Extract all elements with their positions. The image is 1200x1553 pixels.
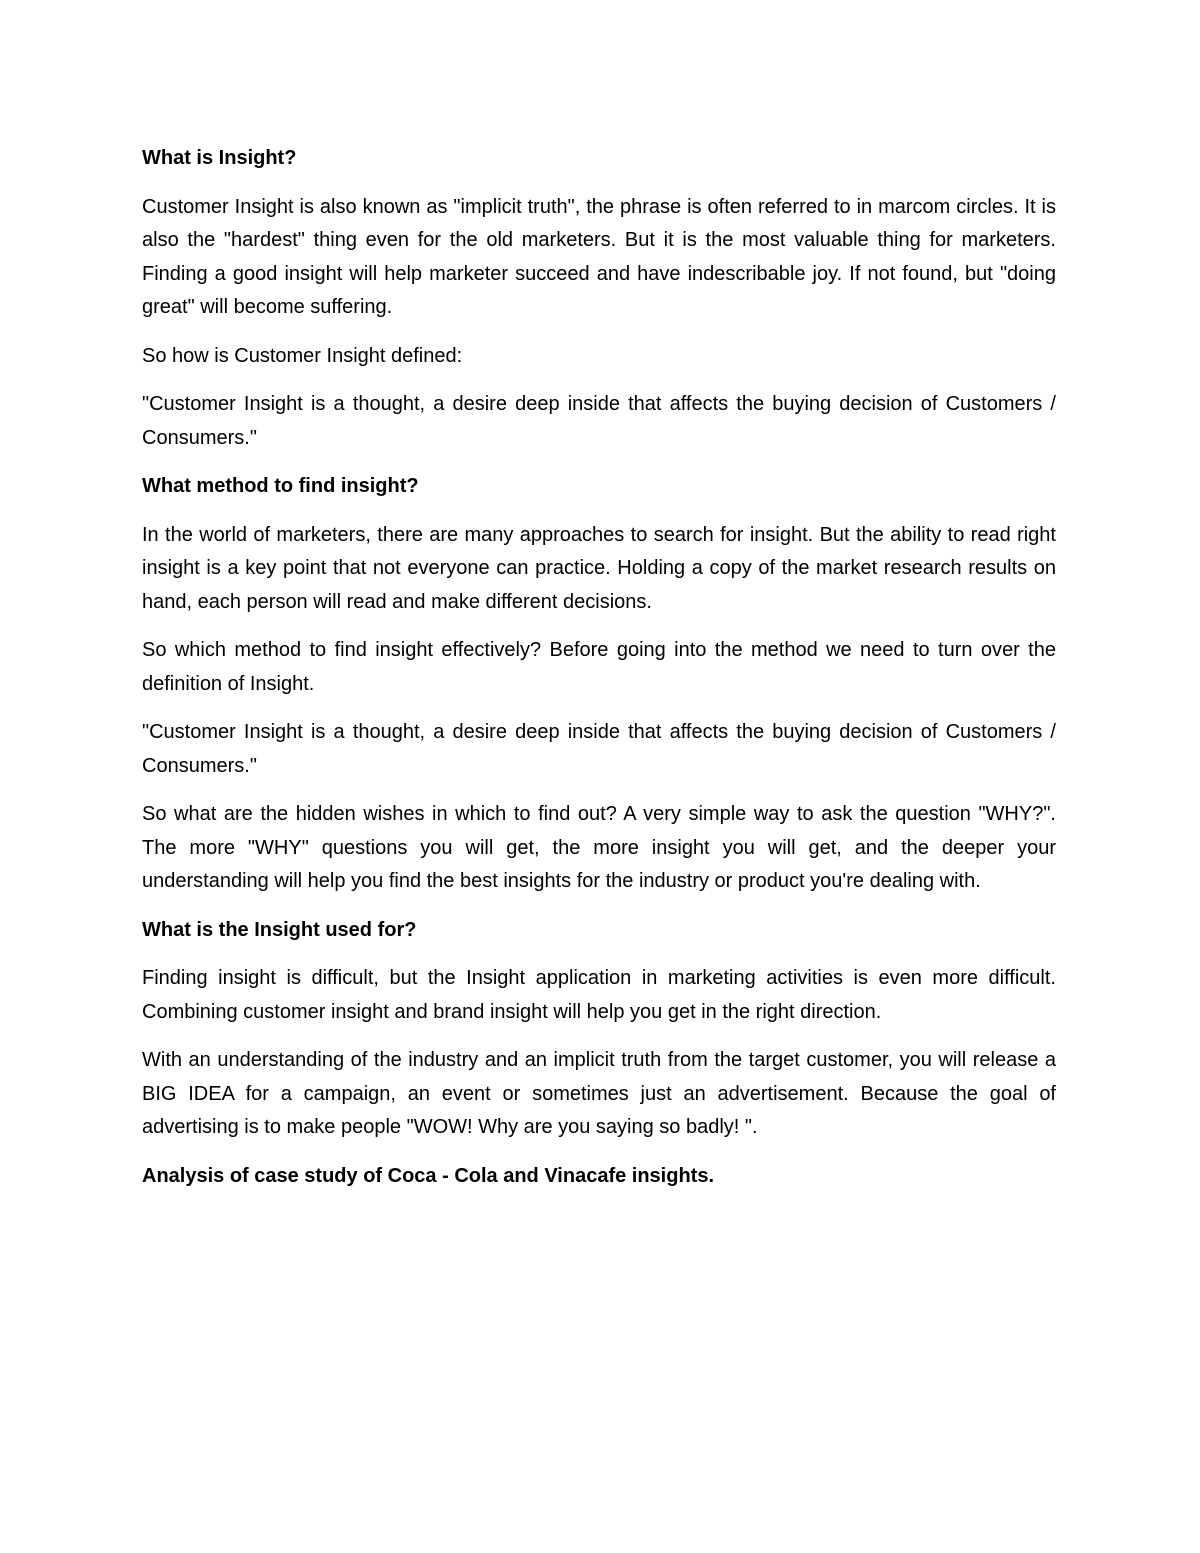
paragraph-approaches: In the world of marketers, there are many approaches to search for insight. But the ability to read right insight is a key point that not everyone can practice. Holding a copy of the market research results on hand, each person will read and make different decisions.: [142, 523, 1056, 613]
paragraph-definition-intro: So how is Customer Insight defined:: [142, 344, 463, 367]
heading-case-study: Analysis of case study of Coca - Cola and Vinacafe insights.: [142, 1164, 715, 1187]
heading-what-method: What method to find insight?: [142, 475, 419, 497]
heading-what-is-insight: What is Insight?: [142, 147, 297, 169]
paragraph-why-question: So what are the hidden wishes in which to find out? A very simple way to ask the question "WHY?". The more "WHY" questions you will get, the more insight you will get, and the deeper your understanding will help you find the best insights for the industry or product you're dealing with.: [142, 803, 1056, 892]
paragraph-definition-quote-repeat: "Customer Insight is a thought, a desire deep inside that affects the buying decision of Customers / Consumers.": [142, 721, 1056, 777]
paragraph-which-method: So which method to find insight effectively? Before going into the method we need to turn over the definition of Insight.: [142, 639, 1056, 695]
paragraph-implicit-truth: Customer Insight is also known as "implicit truth", the phrase is often referred to in marcom circles. It is also the "hardest" thing even for the old marketers. But it is the most valuable thing for marketers. Finding a good insight will help marketer succeed and have indescribable joy. If not found, but "doing great" will become suffering.: [142, 195, 1056, 318]
paragraph-big-idea: With an understanding of the industry and an implicit truth from the target customer, you will release a BIG IDEA for a campaign, an event or sometimes just an advertisement. Because the goal of advertising is to make people "WOW! Why are you saying so badly! ".: [142, 1049, 1056, 1138]
document-body: [142, 142, 1056, 1208]
paragraph-application-difficult: Finding insight is difficult, but the Insight application in marketing activities is even more difficult. Combining customer insight and brand insight will help you get in the right direction.: [142, 967, 1056, 1023]
heading-insight-used-for: What is the Insight used for?: [142, 918, 417, 941]
paragraph-definition-quote: "Customer Insight is a thought, a desire deep inside that affects the buying decision of Customers / Consumers.": [142, 393, 1056, 449]
